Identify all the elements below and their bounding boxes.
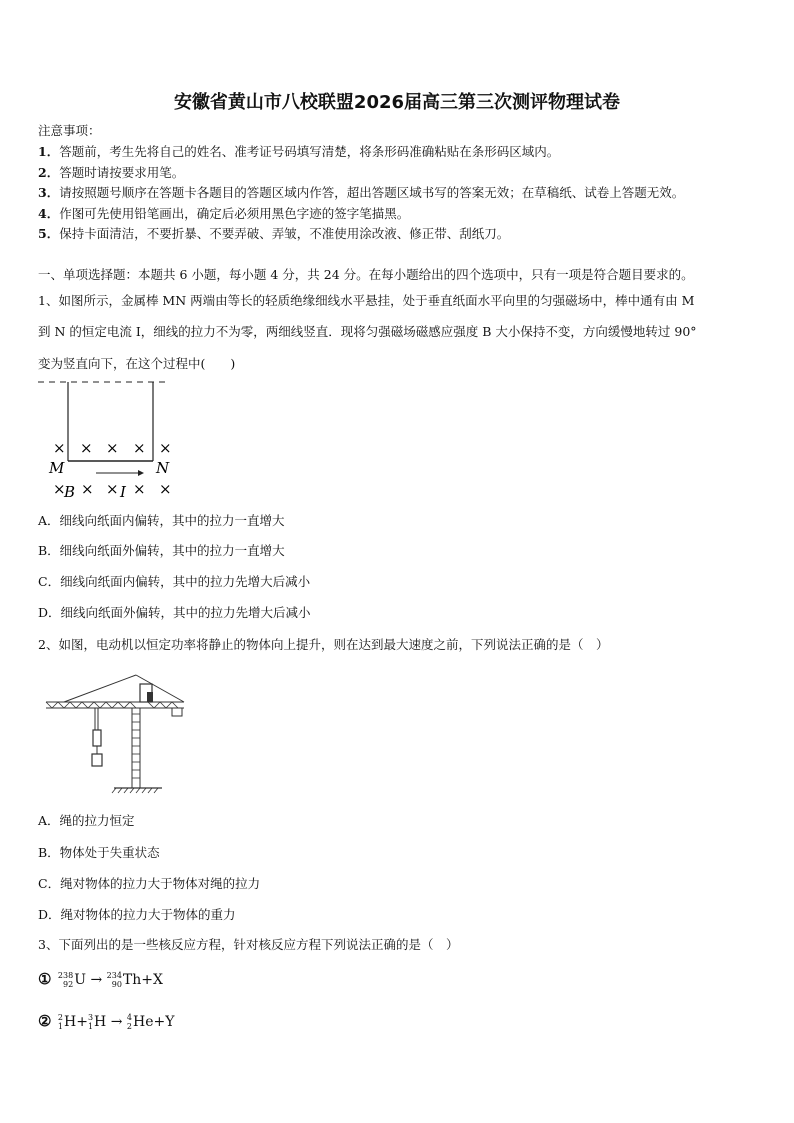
question-2-stem: 2、如图，电动机以恒定功率将静止的物体向上提升，则在达到最大速度之前，下列说法正确的是（ ） <box>38 637 609 652</box>
field-cross: × <box>80 439 93 457</box>
crane-cable <box>64 675 136 702</box>
question-2-option-d: D．绳对物体的拉力大于物体的重力 <box>38 907 236 922</box>
jib-lattice <box>46 702 178 708</box>
notice-item: 5．保持卡面清洁，不要折暴、不要弄破、弄皱，不准使用涂改液、修正带、刮纸刀。 <box>38 226 510 241</box>
field-cross: × <box>106 480 119 498</box>
field-cross: × <box>81 480 94 498</box>
notice-item: 1．答题前，考生先将自己的姓名、准考证号码填写清楚，将条形码准确粘贴在条形码区域内。 <box>38 144 560 159</box>
tower-lattice <box>132 714 140 778</box>
crane-motor <box>147 692 153 702</box>
tower-crane-figure <box>44 670 189 795</box>
field-cross: × <box>133 480 146 498</box>
nuclear-equation-1: ① 238 92 U → 234 90 Th+X <box>38 970 163 989</box>
question-2-option-b: B．物体处于失重状态 <box>38 845 160 860</box>
helium-symbol: He <box>133 1014 154 1030</box>
question-1-option-b: B．细线向纸面外偏转，其中的拉力一直增大 <box>38 543 285 558</box>
equation-marker: ① <box>38 970 52 988</box>
question-1-stem: 变为竖直向下，在这个过程中( ) <box>38 356 236 371</box>
field-cross: × <box>133 439 146 457</box>
field-cross: × <box>53 480 66 498</box>
deuterium-symbol: H <box>64 1014 77 1030</box>
equation-marker: ② <box>38 1012 52 1030</box>
field-cross: × <box>159 439 172 457</box>
nuclear-equation-2: ② 2 1 H+ 3 1 H → 4 2 He+Y <box>38 1012 175 1031</box>
question-2-option-c: C．绳对物体的拉力大于物体对绳的拉力 <box>38 876 261 891</box>
notice-item: 4．作图可先使用铅笔画出，确定后必须用黑色字迹的签字笔描黑。 <box>38 206 410 221</box>
ground-hatching <box>112 788 158 793</box>
notice-item: 3．请按照题号顺序在答题卡各题目的答题区域内作答，超出答题区域书写的答案无效；在草稿纸、试卷上答题无效。 <box>38 185 685 200</box>
question-3-stem: 3、下面列出的是一些核反应方程，针对核反应方程下列说法正确的是（ ） <box>38 937 459 952</box>
question-1-option-a: A．细线向纸面内偏转，其中的拉力一直增大 <box>38 513 285 528</box>
uranium-symbol: U <box>74 972 86 988</box>
load-box <box>92 754 102 766</box>
arrow: → <box>90 972 103 988</box>
section-heading: 一、单项选择题：本题共 6 小题，每小题 4 分，共 24 分。在每小题给出的四个选项中，只有一项是符合题目要求的。 <box>38 267 694 282</box>
tritium-symbol: H <box>94 1014 107 1030</box>
label-b: B <box>64 483 76 501</box>
field-cross: × <box>106 439 119 457</box>
question-1-stem: 1、如图所示，金属棒 MN 两端由等长的轻质绝缘细线水平悬挂，处于垂直纸面水平向里的匀强磁场中，棒中通有由 M <box>38 293 695 308</box>
arrow: → <box>110 1014 123 1030</box>
counterweight <box>172 708 182 716</box>
label-i: I <box>120 483 126 501</box>
question-1-stem: 到 N 的恒定电流 I，细线的拉力不为零，两细线竖直．现将匀强磁场磁感应强度 B 大小保持不变，方向缓慢地转过 90° <box>38 324 697 339</box>
label-m: M <box>49 459 65 477</box>
magnetic-field-figure <box>38 376 178 501</box>
thorium-symbol: Th <box>122 972 142 988</box>
label-n: N <box>156 459 170 477</box>
notice-item: 2．答题时请按要求用笔。 <box>38 165 185 180</box>
question-1-option-c: C．细线向纸面内偏转，其中的拉力先增大后减小 <box>38 574 311 589</box>
field-cross: × <box>53 439 66 457</box>
page-title: 安徽省黄山市八校联盟2026届高三第三次测评物理试卷 <box>173 92 621 113</box>
hook-block <box>93 730 101 746</box>
question-2-option-a: A．绳的拉力恒定 <box>38 813 135 828</box>
notice-heading: 注意事项： <box>38 123 101 138</box>
crane-cable <box>136 675 184 702</box>
field-cross: × <box>159 480 172 498</box>
current-arrow-head <box>138 470 144 476</box>
question-1-option-d: D．细线向纸面外偏转，其中的拉力先增大后减小 <box>38 605 311 620</box>
